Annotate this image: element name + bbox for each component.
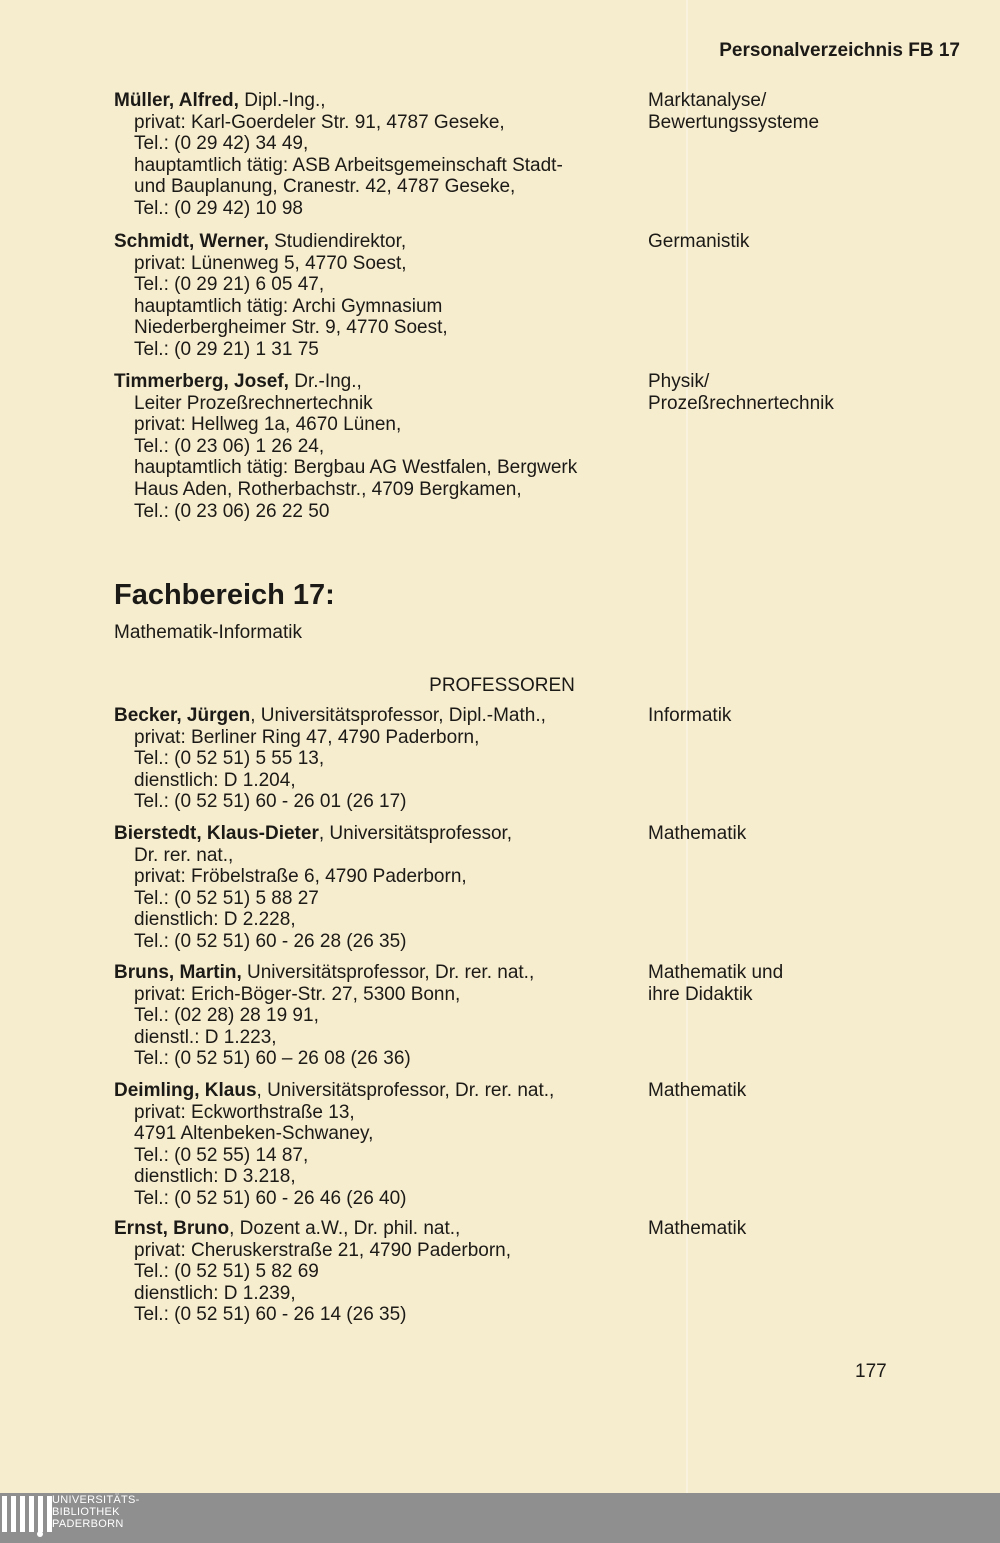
person-name: Timmerberg, Josef, (114, 371, 289, 392)
entry-subject (648, 823, 988, 845)
page-fold (686, 0, 688, 1493)
entry-line: Tel.: (0 29 21) 1 31 75 (134, 338, 319, 360)
library-logo-text (52, 1494, 140, 1530)
person-name: Müller, Alfred, (114, 90, 239, 111)
entry-line: Tel.: (0 52 51) 60 - 26 01 (26 17) (134, 791, 407, 813)
entry-heading (114, 705, 634, 727)
subject-line: ihre Didaktik (648, 983, 753, 1005)
library-barcode-logo-icon (2, 1496, 52, 1540)
entry-line: privat: Eckworthstraße 13, (134, 1101, 355, 1123)
logo-line: PADERBORN (52, 1518, 124, 1530)
subject-line: Mathematik und (648, 962, 784, 983)
subject-line: Bewertungssysteme (648, 111, 820, 133)
entry-line: Tel.: (0 52 51) 5 82 69 (134, 1261, 319, 1283)
subject-line: Informatik (648, 705, 732, 726)
entry-heading (114, 823, 634, 845)
logo-dot (37, 1531, 43, 1537)
person-name: Becker, Jürgen (114, 705, 251, 726)
entry-line: Tel.: (02 28) 28 19 91, (134, 1005, 319, 1027)
entry-subject (648, 371, 988, 414)
entry-subject (648, 1218, 988, 1240)
entry-details (114, 371, 634, 522)
entry-subject (648, 90, 988, 133)
entry-line: Tel.: (0 23 06) 1 26 24, (134, 435, 325, 457)
person-name: Schmidt, Werner, (114, 231, 269, 252)
entry-line: privat: Lünenweg 5, 4770 Soest, (134, 252, 407, 274)
running-header: Personalverzeichnis FB 17 (719, 40, 960, 61)
entry-line: Tel.: (0 52 55) 14 87, (134, 1144, 309, 1166)
entry-line: dienstlich: D 1.204, (134, 769, 296, 791)
entry-line: Leiter Prozeßrechnertechnik (134, 392, 373, 414)
person-name: Bruns, Martin, (114, 962, 242, 983)
entry-details (114, 705, 634, 813)
person-title: , Universitätsprofessor, Dr. rer. nat., (256, 1080, 555, 1101)
entry-line: 4791 Altenbeken-Schwaney, (134, 1123, 374, 1145)
section-subtitle: Mathematik-Informatik (114, 622, 302, 643)
entry-line: Haus Aden, Rotherbachstr., 4709 Bergkamen, (134, 478, 522, 500)
entry-details (114, 823, 634, 953)
entry-subject (648, 1080, 988, 1102)
entry-heading (114, 90, 634, 112)
entry-line: hauptamtlich tätig: Bergbau AG Westfalen, Bergwerk (134, 457, 578, 479)
person-title: , Dozent a.W., Dr. phil. nat., (229, 1218, 461, 1239)
subject-line: Mathematik (648, 1218, 747, 1239)
entry-line: dienstlich: D 2.228, (134, 909, 296, 931)
entry-heading (114, 371, 634, 393)
entry-line: privat: Erich-Böger-Str. 27, 5300 Bonn, (134, 983, 461, 1005)
entry-line: Tel.: (0 29 42) 10 98 (134, 197, 303, 219)
entry-line: hauptamtlich tätig: Archi Gymnasium (134, 295, 443, 317)
person-name: Ernst, Bruno (114, 1218, 230, 1239)
person-title: , Universitätsprofessor, (318, 823, 513, 844)
entry-line: Tel.: (0 52 51) 5 55 13, (134, 748, 325, 770)
entry-line: dienstlich: D 1.239, (134, 1282, 296, 1304)
entry-subject (648, 962, 988, 1005)
logo-line: UNIVERSITÄTS- (52, 1494, 140, 1506)
entry-line: privat: Karl-Goerdeler Str. 91, 4787 Geseke, (134, 111, 505, 133)
person-title: Studiendirektor, (268, 231, 407, 252)
entry-line: Tel.: (0 52 51) 60 - 26 14 (26 35) (134, 1304, 407, 1326)
entry-heading (114, 1080, 634, 1102)
entry-details (114, 231, 634, 361)
entry-details (114, 962, 634, 1070)
library-footer-bar (0, 1493, 1000, 1543)
person-title: , Universitätsprofessor, Dipl.-Math., (250, 705, 546, 726)
entry-subject (648, 705, 988, 727)
entry-line: dienstlich: D 3.218, (134, 1166, 296, 1188)
entry-line: und Bauplanung, Cranestr. 42, 4787 Geseke, (134, 176, 516, 198)
group-heading: PROFESSOREN (429, 675, 575, 696)
subject-line: Marktanalyse/ (648, 90, 767, 111)
entry-subject (648, 231, 988, 253)
person-title: Universitätsprofessor, Dr. rer. nat., (241, 962, 535, 983)
section-title: Fachbereich 17: (114, 579, 335, 611)
entry-heading (114, 231, 634, 253)
entry-details (114, 90, 634, 220)
subject-line: Prozeßrechnertechnik (648, 392, 834, 414)
subject-line: Physik/ (648, 371, 710, 392)
person-name: Bierstedt, Klaus-Dieter (114, 823, 319, 844)
page-number: 177 (855, 1361, 887, 1382)
person-title: Dr.-Ing., (288, 371, 362, 392)
entry-line: Tel.: (0 29 42) 34 49, (134, 133, 309, 155)
entry-details (114, 1080, 634, 1210)
entry-line: privat: Fröbelstraße 6, 4790 Paderborn, (134, 866, 467, 888)
logo-line: BIBLIOTHEK (52, 1506, 120, 1518)
entry-details (114, 1218, 634, 1326)
subject-line: Germanistik (648, 231, 750, 252)
entry-line: Tel.: (0 52 51) 60 – 26 08 (26 36) (134, 1048, 411, 1070)
entry-line: Tel.: (0 29 21) 6 05 47, (134, 274, 325, 296)
entry-line: hauptamtlich tätig: ASB Arbeitsgemeinschaft Stadt- (134, 154, 563, 176)
person-name: Deimling, Klaus (114, 1080, 257, 1101)
person-title: Dipl.-Ing., (238, 90, 326, 111)
subject-line: Mathematik (648, 823, 747, 844)
subject-line: Mathematik (648, 1080, 747, 1101)
entry-line: Tel.: (0 23 06) 26 22 50 (134, 500, 330, 522)
entry-line: Tel.: (0 52 51) 60 - 26 28 (26 35) (134, 930, 407, 952)
entry-line: privat: Hellweg 1a, 4670 Lünen, (134, 414, 402, 436)
entry-line: privat: Berliner Ring 47, 4790 Paderborn, (134, 726, 480, 748)
entry-line: privat: Cheruskerstraße 21, 4790 Paderborn, (134, 1239, 512, 1261)
entry-line: dienstl.: D 1.223, (134, 1026, 277, 1048)
entry-line: Niederbergheimer Str. 9, 4770 Soest, (134, 317, 448, 339)
entry-heading (114, 962, 634, 984)
entry-heading (114, 1218, 634, 1240)
entry-line: Tel.: (0 52 51) 60 - 26 46 (26 40) (134, 1187, 407, 1209)
entry-line: Tel.: (0 52 51) 5 88 27 (134, 887, 319, 909)
entry-line: Dr. rer. nat., (134, 844, 234, 866)
